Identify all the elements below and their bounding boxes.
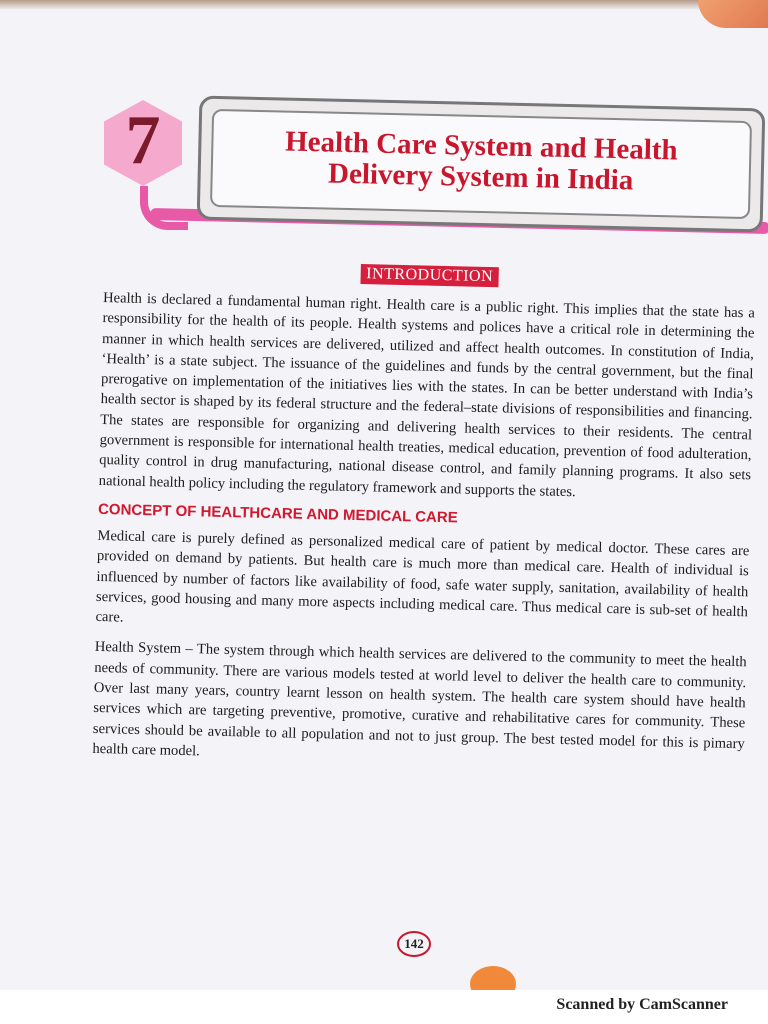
introduction-heading: INTRODUCTION <box>360 264 499 287</box>
page-number: 142 <box>397 931 431 957</box>
chapter-title-line2: Delivery System in India <box>327 157 634 197</box>
page-body <box>92 258 756 784</box>
concept-paragraph-1: Medical care is purely defined as personalized medical care of patient by medical doctor. These cares are provided on demand by patients. But health care is much more than medical care. Health of individual is influenced by number of factors like availability of food, safe water supply, sanitation, availability of health services, good housing and many more aspects including medical care. Thus medical care is sub-set of health care. <box>95 527 750 626</box>
concept-heading: CONCEPT OF HEALTHCARE AND MEDICAL CARE <box>97 500 458 527</box>
concept-paragraph-2: Health System – The system through which health services are delivered to the community to meet the health needs of community. There are various models tested at world level to deliver the health care to community. Over last many years, country learnt lesson on health system. The health care system should have health services which are targeting preventive, promotive, curative and rehabilitative cares for community. These services should be available to all population and not to just group. The best tested model for this is pimary health care model. <box>92 639 747 760</box>
chapter-title-frame <box>197 96 766 233</box>
scanner-watermark: Scanned by CamScanner <box>556 996 728 1013</box>
page-top-edge <box>0 0 768 10</box>
chapter-number: 7 <box>125 102 161 179</box>
page-corner-decoration <box>698 0 768 28</box>
chapter-title <box>212 125 749 199</box>
introduction-paragraph: Health is declared a fundamental human right. Health care is a public right. This implies that the state has a responsibility for the health of its people. Health systems and polices have a critical role in determining the manner in which health services are delivered, utilized and affect health outcomes. In constitution of India, ‘Health’ is a state subject. The issuance of the guidelines and funds by the central government, but the final prerogative on implementation of the initiatives lies with the states. In can be better understand with India’s health sector is shaped by its federal structure and the federal–state divisions of responsibilities and financing. The states are responsible for organizing and delivering health services to their residents. The central government is responsible for international health treaties, medical education, prevention of food adulteration, quality control in drug manufacturing, national disease control, and family planning programs. It also sets national health policy including the regulatory framework and supports the states. <box>98 289 756 500</box>
chapter-title-inner-frame <box>210 109 752 219</box>
chapter-title-line1: Health Care System and Health <box>284 125 679 167</box>
thumb-in-frame <box>470 966 516 990</box>
